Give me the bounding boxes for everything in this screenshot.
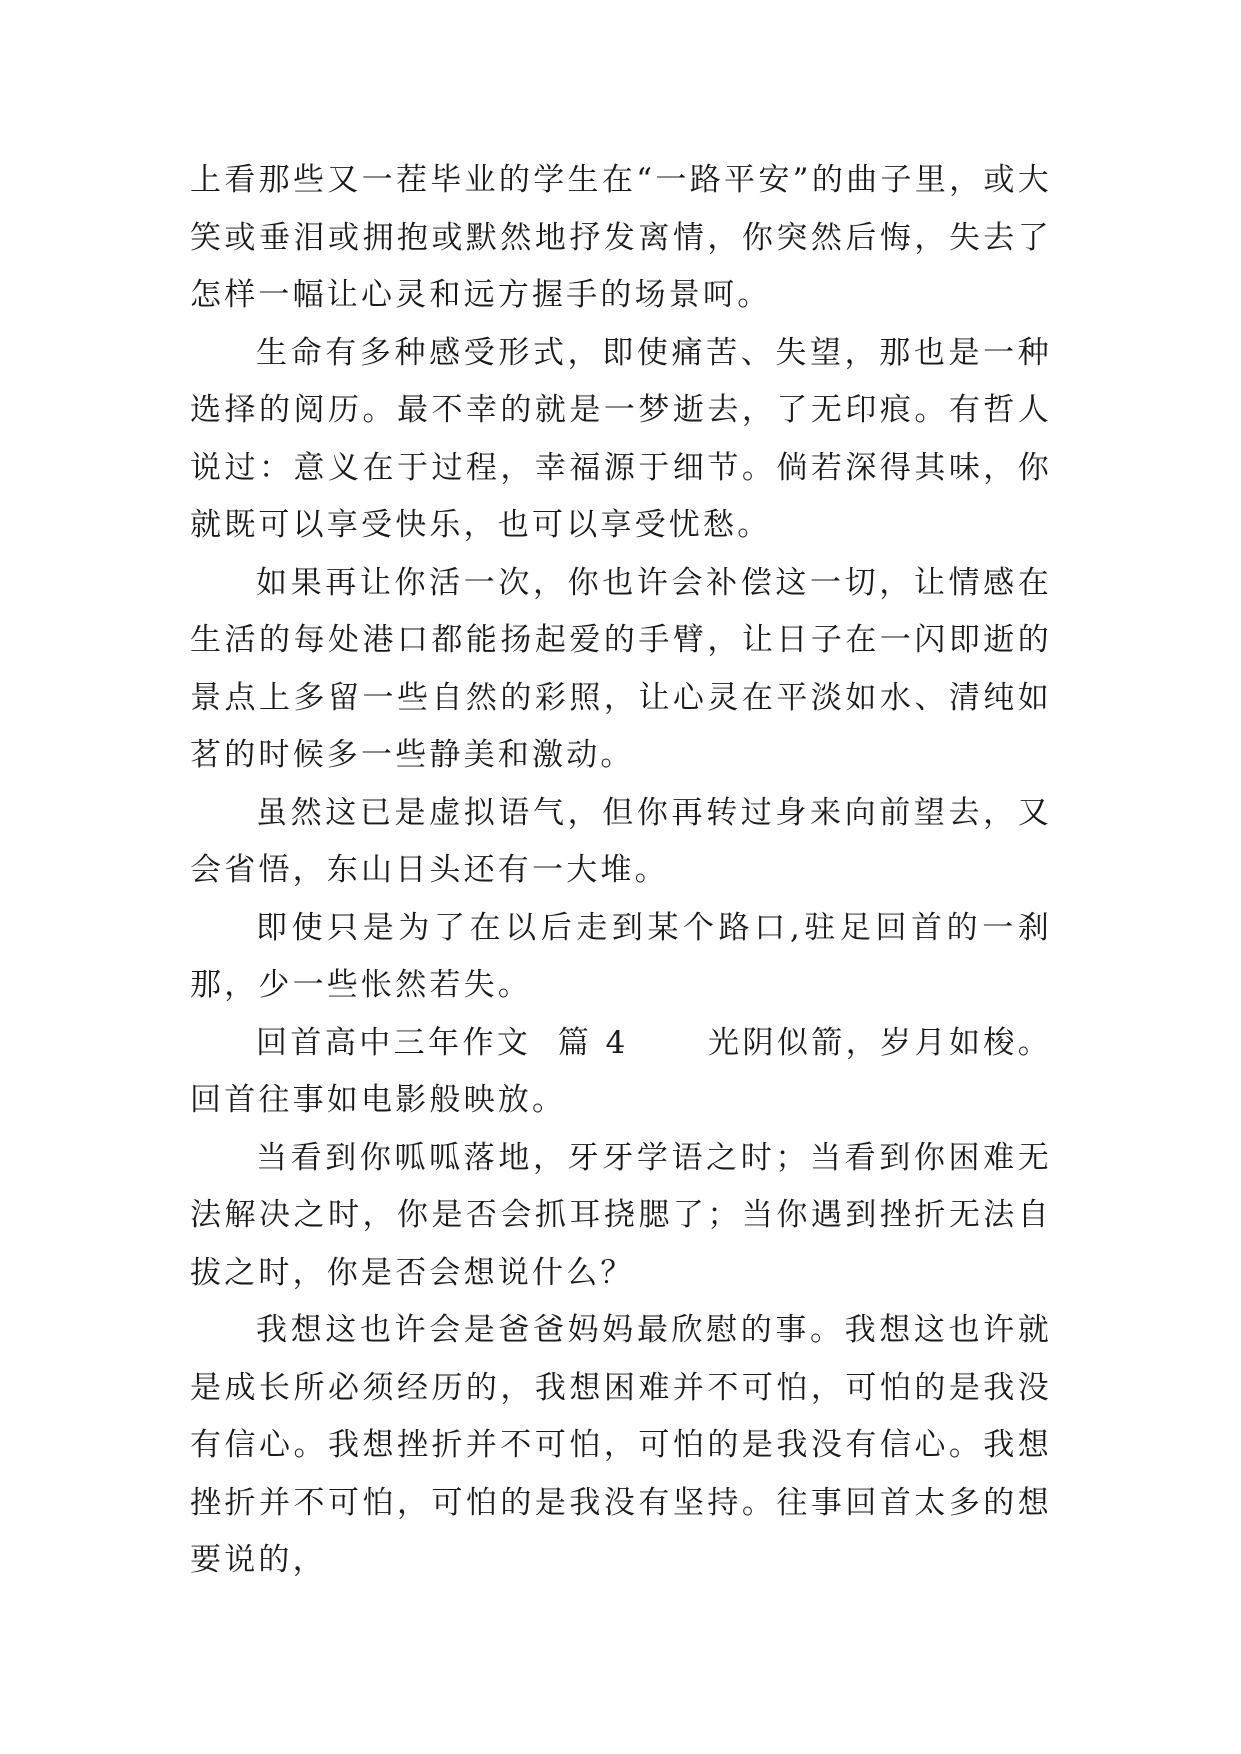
paragraph: 回首高中三年作文 篇 4 光阴似箭，岁月如梭。回首往事如电影般映放。 bbox=[190, 1024, 1052, 1118]
paragraph: 当看到你呱呱落地，牙牙学语之时；当看到你困难无法解决之时，你是否会抓耳挠腮了；当你遇到挫折无法自拔之时，你是否会想说什么？ bbox=[190, 1139, 1052, 1291]
paragraph: 我想这也许会是爸爸妈妈最欣慰的事。我想这也许就是成长所必须经历的，我想困难并不可怕，可怕的是我没有信心。我想挫折并不可怕，可怕的是我没有信心。我想挫折并不可怕，可怕的是我没有坚持。往事回首太多的想要说的， bbox=[190, 1312, 1052, 1578]
paragraph: 如果再让你活一次，你也许会补偿这一切，让情感在生活的每处港口都能扬起爱的手臂，让日子在一闪即逝的景点上多留一些自然的彩照，让心灵在平淡如水、清纯如茗的时候多一些静美和激动。 bbox=[190, 564, 1052, 773]
paragraph: 上看那些又一茬毕业的学生在“一路平安”的曲子里，或大笑或垂泪或拥抱或默然地抒发离情，你突然后悔，失去了怎样一幅让心灵和远方握手的场景呵。 bbox=[190, 162, 1052, 313]
document-body bbox=[190, 152, 1052, 1590]
paragraph: 即使只是为了在以后走到某个路口,驻足回首的一刹那，少一些怅然若失。 bbox=[190, 909, 1052, 1003]
paragraph: 生命有多种感受形式，即使痛苦、失望，那也是一种选择的阅历。最不幸的就是一梦逝去，了无印痕。有哲人说过：意义在于过程，幸福源于细节。倘若深得其味，你就既可以享受快乐，也可以享受忧愁。 bbox=[190, 334, 1052, 543]
paragraph: 虽然这已是虚拟语气，但你再转过身来向前望去，又会省悟，东山日头还有一大堆。 bbox=[190, 794, 1052, 888]
